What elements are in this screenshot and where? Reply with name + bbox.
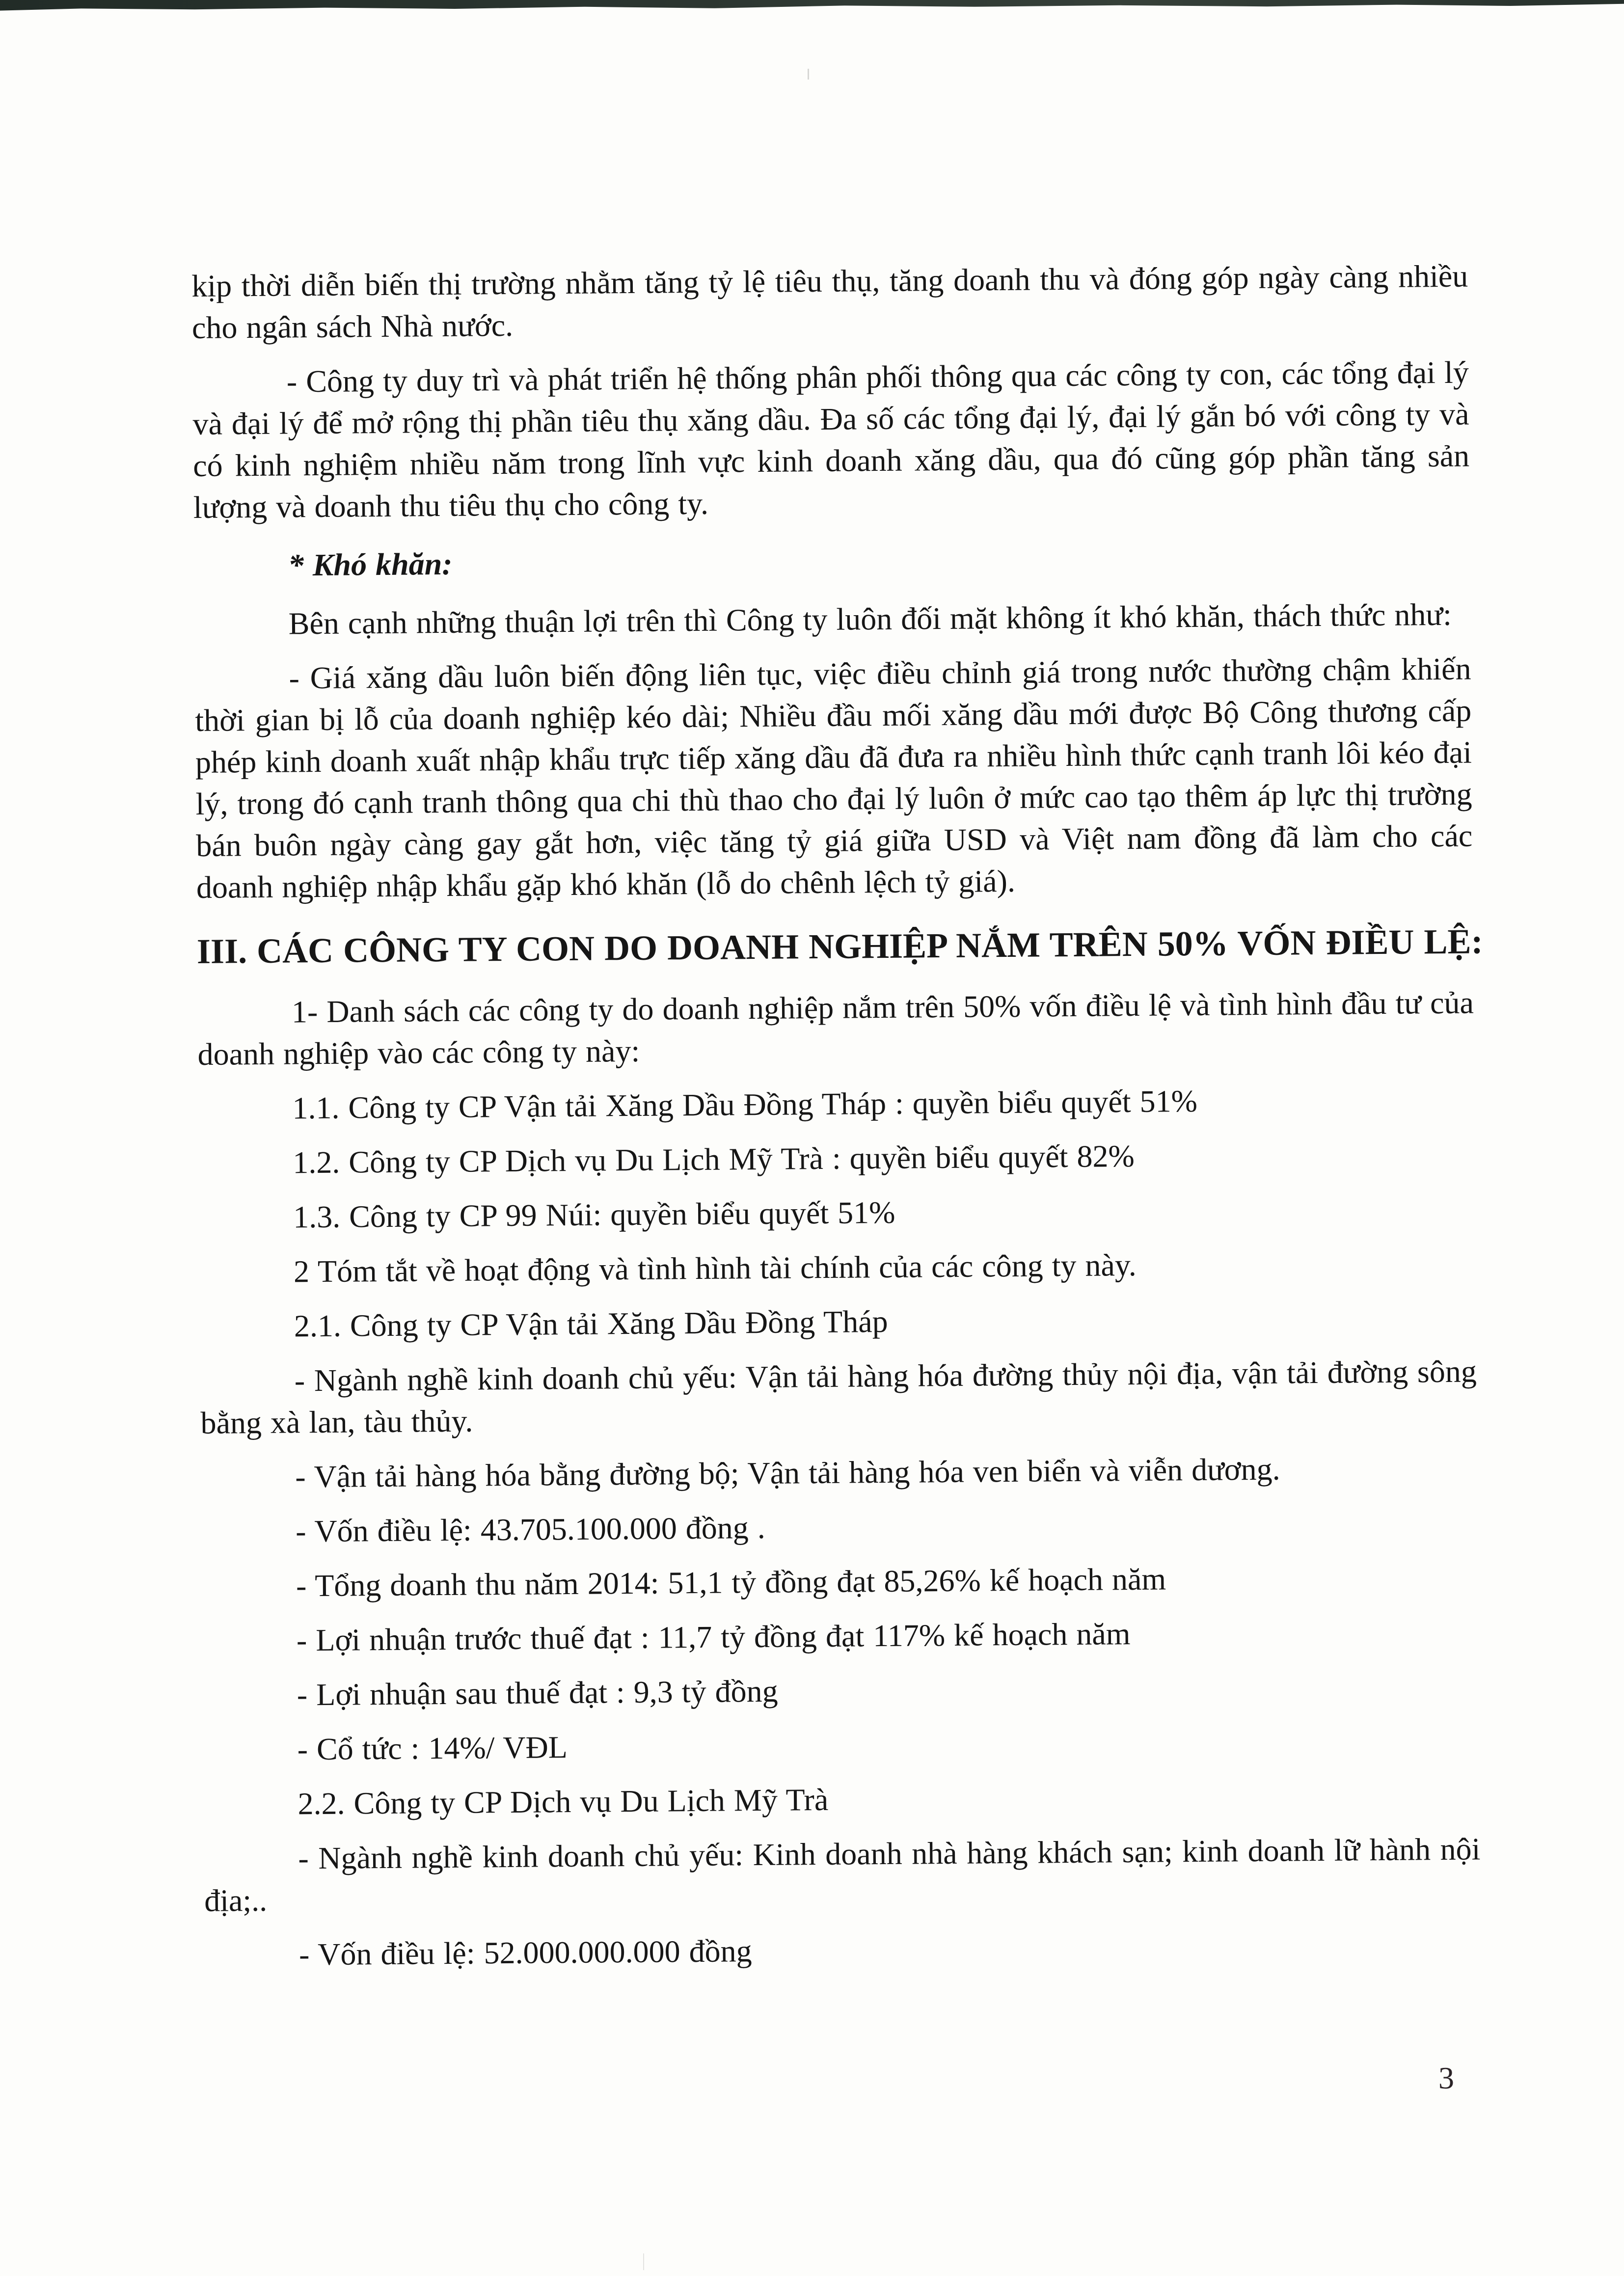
scan-speck (643, 2253, 644, 2270)
paragraph-distribution-network: - Công ty duy trì và phát triển hệ thống phân phối thông qua các công ty con, các tổng đại lý và đại lý để mở rộng thị phần tiêu thụ xăng dầu. Đa số các tổng đại lý, đại lý gắn bó với công ty và có kinh nghiệm nhiều năm trong lĩnh vực kinh doanh xăng dầu, qua đó cũng góp phần tăng sản lượng và doanh thu tiêu thụ cho công ty. (192, 354, 1470, 525)
list-item-2-summary: 2 Tóm tắt về hoạt động và tình hình tài chính của các công ty này. (293, 1247, 1137, 1289)
scan-edge-artifact (0, 0, 1624, 15)
paragraph-subsidiary-list-intro: 1- Danh sách các công ty do doanh nghiệp nắm trên 50% vốn điều lệ và tình hình đầu tư của doanh nghiệp vào các công ty này: (197, 985, 1474, 1072)
paragraph-continuation: kịp thời diễn biến thị trường nhằm tăng tỷ lệ tiêu thụ, tăng doanh thu và đóng góp ngày càng nhiều cho ngân sách Nhà nước. (191, 258, 1468, 345)
item-profit-after-tax: - Lợi nhuận sau thuế đạt : 9,3 tỷ đồng (297, 1673, 778, 1712)
item-revenue-2014: - Tổng doanh thu năm 2014: 51,1 tỷ đồng đạt 85,26% kế hoạch năm (296, 1561, 1166, 1603)
page-number: 3 (1438, 2060, 1454, 2095)
list-item-2-2-title: 2.2. Công ty CP Dịch vụ Du Lịch Mỹ Trà (298, 1782, 829, 1821)
scan-speck (808, 69, 809, 80)
item-profit-before-tax: - Lợi nhuận trước thuế đạt : 11,7 tỷ đồng đạt 117% kế hoạch năm (296, 1616, 1131, 1658)
document-body (191, 255, 1481, 1989)
item-business-lines-waterway: - Ngành nghề kinh doanh chủ yếu: Vận tải hàng hóa đường thủy nội địa, vận tải đường sông bằng xà lan, tàu thủy. (200, 1354, 1477, 1440)
item-business-lines-my-tra: - Ngành nghề kinh doanh chủ yếu: Kinh doanh nhà hàng khách sạn; kinh doanh lữ hành nội địa;.. (204, 1831, 1481, 1918)
section-heading-iii: III. CÁC CÔNG TY CON DO DOANH NGHIỆP NẮM TRÊN 50% VỐN ĐIỀU LỆ: (196, 921, 1483, 971)
list-item-1-1-dong-thap-transport: 1.1. Công ty CP Vận tải Xăng Dầu Đồng Tháp : quyền biểu quyết 51% (292, 1083, 1198, 1126)
item-charter-capital-dong-thap: - Vốn điều lệ: 43.705.100.000 đồng . (295, 1510, 766, 1549)
item-business-lines-road-sea: - Vận tải hàng hóa bằng đường bộ; Vận tải hàng hóa ven biển và viễn dương. (295, 1451, 1280, 1494)
item-dividend: - Cổ tức : 14%/ VĐL (297, 1730, 568, 1767)
list-item-1-2-my-tra-tourism: 1.2. Công ty CP Dịch vụ Du Lịch Mỹ Trà : quyền biểu quyết 82% (293, 1138, 1135, 1180)
paragraph-difficulties-intro: Bên cạnh những thuận lợi trên thì Công ty luôn đối mặt không ít khó khăn, thách thức như: (288, 596, 1452, 641)
paragraph-price-volatility: - Giá xăng dầu luôn biến động liên tục, việc điều chỉnh giá trong nước thường chậm khiến thời gian bị lỗ của doanh nghiệp kéo dài; Nhiều đầu mối xăng dầu mới được Bộ Công thương cấp phép kinh doanh xuất nhập khẩu trực tiếp xăng dầu đã đưa ra nhiều hình thức cạnh tranh lôi kéo đại lý, trong đó cạnh tranh thông qua chi thù thao cho đại lý luôn ở mức cao tạo thêm áp lực thị trường bán buôn ngày càng gay gắt hơn, việc tăng tỷ giá giữa USD và Việt nam đồng đã làm cho các doanh nghiệp nhập khẩu gặp khó khăn (lỗ do chênh lệch tỷ giá). (195, 651, 1473, 905)
list-item-1-3-99-nui: 1.3. Công ty CP 99 Núi: quyền biểu quyết 51% (293, 1194, 895, 1235)
subheading-difficulties: * Khó khăn: (288, 546, 453, 583)
list-item-2-1-title: 2.1. Công ty CP Vận tải Xăng Dầu Đồng Tháp (294, 1303, 888, 1344)
item-charter-capital-my-tra: - Vốn điều lệ: 52.000.000.000 đồng (298, 1933, 752, 1972)
